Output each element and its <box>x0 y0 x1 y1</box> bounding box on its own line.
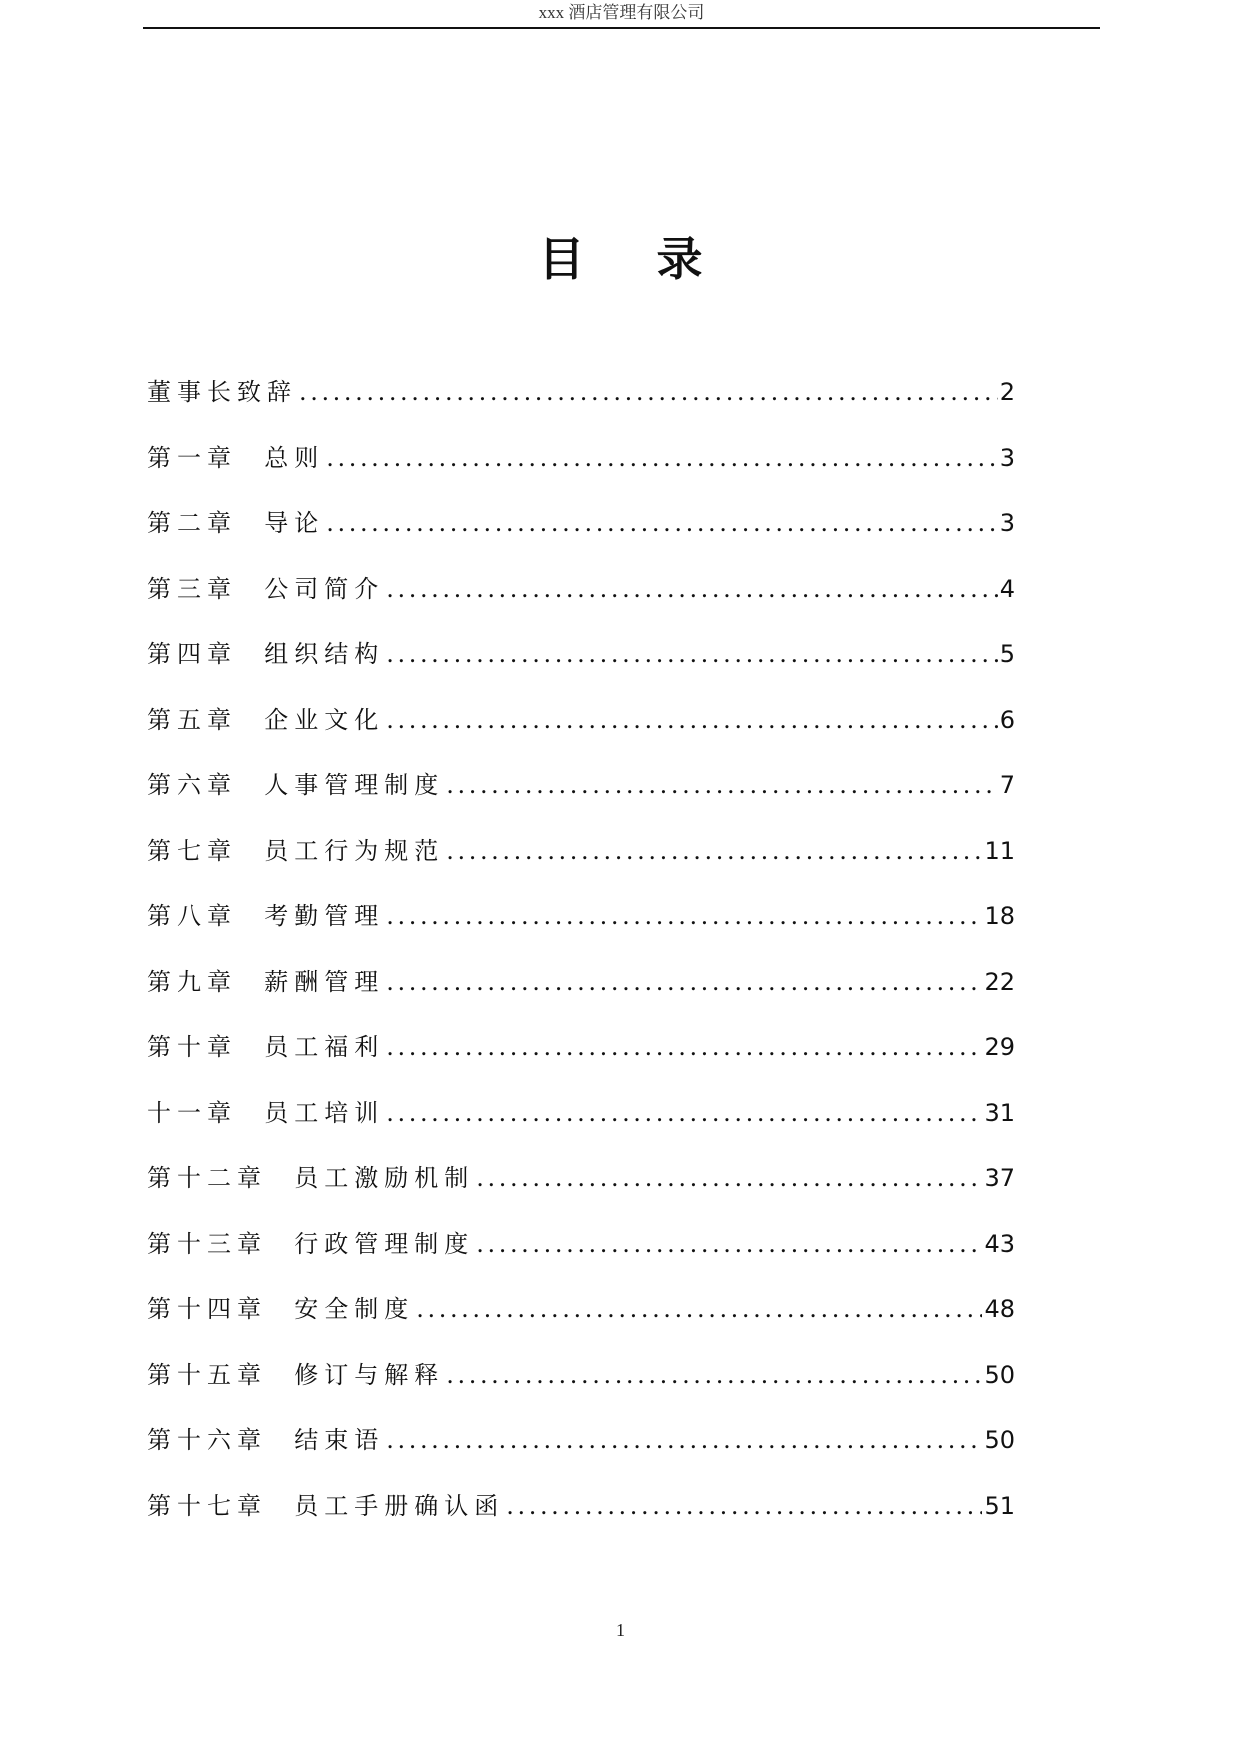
toc-entry-label: 第十二章 员工激励机制 <box>147 1164 475 1192</box>
toc-dot-leader <box>386 637 997 671</box>
toc-entry[interactable] <box>147 1096 1015 1162</box>
toc-entry-page: 51 <box>984 1491 1015 1520</box>
toc-entry-label: 第六章 人事管理制度 <box>147 771 445 799</box>
toc-entry-label: 第九章 薪酬管理 <box>147 967 385 996</box>
page-number: 1 <box>616 1620 625 1640</box>
table-of-contents <box>147 375 1015 1554</box>
header-company-name: xxx 酒店管理有限公司 <box>538 3 705 22</box>
toc-entry-page: 48 <box>984 1295 1015 1323</box>
toc-entry-page: 4 <box>999 574 1015 603</box>
toc-dot-leader <box>386 1030 982 1064</box>
toc-entry-label: 第十四章 安全制度 <box>147 1295 415 1323</box>
page-header <box>143 0 1100 29</box>
toc-entry[interactable] <box>147 637 1015 703</box>
toc-entry[interactable] <box>147 834 1015 900</box>
toc-entry-label: 第三章 公司简介 <box>147 574 385 603</box>
toc-entry-page: 3 <box>999 443 1015 472</box>
toc-entry[interactable] <box>147 572 1015 638</box>
toc-entry-label: 第十七章 员工手册确认函 <box>147 1491 505 1520</box>
toc-entry-label: 第七章 员工行为规范 <box>147 836 445 865</box>
toc-entry-page: 22 <box>984 967 1015 996</box>
toc-entry-page: 50 <box>984 1360 1015 1389</box>
toc-entry-label: 第五章 企业文化 <box>147 705 385 734</box>
toc-entry-page: 43 <box>984 1229 1015 1258</box>
toc-entry-page: 3 <box>999 509 1015 537</box>
toc-dot-leader <box>386 703 997 737</box>
toc-dot-leader <box>476 1227 982 1261</box>
toc-entry-label: 第十六章 结束语 <box>147 1426 385 1454</box>
toc-entry-label: 第八章 考勤管理 <box>147 902 385 930</box>
toc-entry[interactable] <box>147 703 1015 769</box>
toc-entry-page: 11 <box>984 836 1015 865</box>
toc-dot-leader <box>386 899 982 933</box>
toc-entry-page: 29 <box>984 1033 1015 1061</box>
toc-dot-leader <box>506 1489 982 1523</box>
toc-dot-leader <box>326 506 997 540</box>
toc-entry-page: 18 <box>984 902 1015 930</box>
toc-entry-label: 第十章 员工福利 <box>147 1033 385 1061</box>
toc-dot-leader <box>446 834 982 868</box>
toc-entry[interactable] <box>147 1423 1015 1489</box>
toc-entry-page: 6 <box>999 705 1015 734</box>
toc-dot-leader <box>299 375 998 409</box>
toc-dot-leader <box>386 1423 982 1457</box>
toc-dot-leader <box>386 572 997 606</box>
toc-entry-label: 第二章 导论 <box>147 509 325 537</box>
toc-entry[interactable] <box>147 768 1015 834</box>
toc-entry[interactable] <box>147 1161 1015 1227</box>
toc-entry[interactable] <box>147 1489 1015 1555</box>
toc-entry[interactable] <box>147 899 1015 965</box>
toc-entry-label: 第一章 总则 <box>147 443 325 472</box>
toc-entry-page: 5 <box>999 640 1015 668</box>
toc-entry-page: 7 <box>999 771 1015 799</box>
toc-dot-leader <box>446 768 997 802</box>
toc-entry-label: 第四章 组织结构 <box>147 640 385 668</box>
toc-entry[interactable] <box>147 441 1015 507</box>
toc-entry[interactable] <box>147 506 1015 572</box>
page-title: 目录 <box>538 232 775 286</box>
toc-entry[interactable] <box>147 1292 1015 1358</box>
toc-entry[interactable] <box>147 1358 1015 1424</box>
toc-entry-page: 50 <box>984 1426 1015 1454</box>
toc-entry-label: 董事长致辞 <box>147 378 297 406</box>
toc-entry[interactable] <box>147 375 1015 441</box>
toc-dot-leader <box>326 441 997 475</box>
toc-dot-leader <box>386 1096 982 1130</box>
toc-entry-label: 第十三章 行政管理制度 <box>147 1229 475 1258</box>
toc-entry-page: 2 <box>999 378 1015 406</box>
toc-entry-page: 37 <box>984 1164 1015 1192</box>
toc-dot-leader <box>446 1358 982 1392</box>
toc-entry-label: 十一章 员工培训 <box>147 1098 385 1127</box>
toc-dot-leader <box>386 965 982 999</box>
toc-entry-page: 31 <box>984 1098 1015 1127</box>
toc-entry[interactable] <box>147 965 1015 1031</box>
toc-entry-label: 第十五章 修订与解释 <box>147 1360 445 1389</box>
toc-dot-leader <box>416 1292 982 1326</box>
toc-entry[interactable] <box>147 1030 1015 1096</box>
toc-dot-leader <box>476 1161 982 1195</box>
toc-entry[interactable] <box>147 1227 1015 1293</box>
